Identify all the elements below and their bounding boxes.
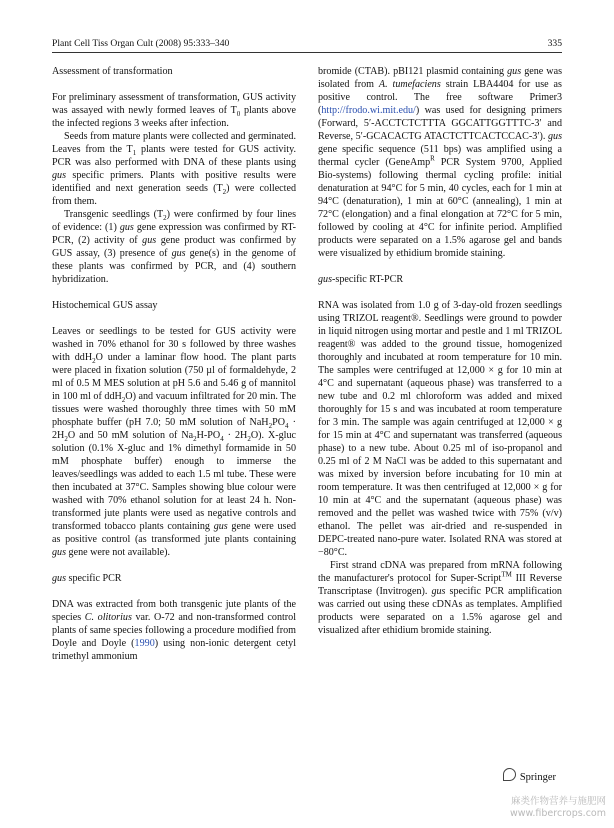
page-number: 335 — [547, 38, 562, 49]
section-heading-rt-pcr: gus-specific RT-PCR — [318, 274, 404, 285]
primer3-link[interactable]: http://frodo.wi.mit.edu/ — [321, 105, 416, 116]
springer-horse-icon — [503, 768, 516, 781]
watermark: 麻类作物营养与施肥网 www.fibercrops.com — [509, 796, 606, 819]
paragraph: First strand cDNA was prepared from mRNA following the manufacturer's protocol for Super-Script™ III Reverse Transcriptase (Invitrogen). gus specific PCR amplification was carried out using these cDNAs as templates. Amplified products were separated on a 1.5% agarose gel and visualized after ethidium bromide staining. — [318, 560, 563, 636]
publisher-logo — [503, 768, 556, 783]
paragraph: Transgenic seedlings $(T_2)$ were confirmed by four lines of evidence: (1) gus gene expression was confirmed by RT-PCR, (2) activity of gus gene product was confirmed by GUS assay, (3) presence of gus gene(s) in the genome of these plants was confirmed by PCR, and (4) southern hybridization. — [52, 209, 297, 285]
section-heading-gus-pcr: gus specific PCR — [52, 573, 122, 584]
right-column — [318, 65, 562, 637]
journal-citation: Plant Cell Tiss Organ Cult (2008) 95:333–340 — [52, 38, 230, 49]
paragraph: Leaves or seedlings to be tested for GUS activity were washed in 70% ethanol for 30 s followed by three washes with ddH$_2$O under a laminar flow hood. The plant parts were placed in fixation solution (750 µl of formaldehyde, 2 ml of 0.5 M MES solution at pH 5.6 and 5.46 g of mannitol in 100 ml of ddH$_2$O) and vacuum infiltrated for 20 min. The tissues were washed thoroughly three times with 50 mM phosphate buffer (pH 7.0; 50 mM solution of $NaH_2PO_4 \cdot 2H_2O$ and 50 mM solution of $Na_2H-PO_4 \cdot 2H_2O$). X-gluc solution (0.1% X-gluc and 1% dimethyl formamide in 50 mM phosphate buffer) enough to immerse the leaves/seedlings was added to each 1.5 ml tube. These were then incubated at 37°C. Samples showing blue colour were washed with 70% ethanol solution for at least 24 h. Non-transformed jute plants were used as negative controls and transformed tobacco plants containing gus gene were used as positive control (as transformed jute plants containing gus gene were not available). — [52, 326, 297, 558]
paragraph: Seeds from mature plants were collected and germinated. Leaves from the $T_1$ plants were tested for GUS activity. PCR was also performed with DNA of these plants using gus specific primers. Plants with positive results were identified and next generation seeds $(T_2)$ were collected from them. — [52, 131, 296, 207]
running-header — [52, 38, 562, 52]
paragraph: bromide (CTAB). pBI121 plasmid containing gus gene was isolated from A. tumefaciens strain LBA4404 for use as positive control. The free software Primer3 (http://frodo.wi.mit.edu/) was used for designing primers (Forward, 5′-ACCTCTCTTTA GGCATTGGTTTC-3′ and Reverse, 5′-GCACACTG ATACTCTTCACTCCAC-3′). gus gene specific sequence (511 bps) was amplified using a thermal cycler (GeneAmp$^R$ PCR System 9700, Applied Bio-systems) following thermal cycling profile: initial denaturation at 94°C for 5 min, 40 cycles, each for 1 min at 94°C (denaturation), 1 min at 60°C (annealing), 1 min at 72°C (elongation) and a final elongation at 72°C for 5 min, followed by cooling at 4°C for infinite period. Amplified products were separated on a 1.5% agarose gel and bands were visualized by ethidium bromide staining. — [318, 66, 562, 259]
citation-link[interactable]: 1990 — [134, 638, 155, 649]
paragraph: For preliminary assessment of transformation, GUS activity was assayed with newly formed leaves of $T_0$ plants above the infected regions 3 weeks after infection. — [52, 92, 296, 129]
left-column — [52, 65, 296, 663]
paragraph: RNA was isolated from 1.0 g of 3-day-old frozen seedlings using TRIZOL reagent®. Seedlings were ground to powder in liquid nitrogen using mortar and pestle and 1 ml TRIZOL reagent® was added to the ground tissue, homogenized thoroughly and incubated at room temperature for 10 min. The samples were centrifuged at 12,000 × g for 10 min at 4°C and supernatant (aqueous phase) was transferred to a new tube and 0.2 ml chloroform was added and mixed thoroughly for 15 s and was incubated at room temperature for 3 min. The sample was again centrifuged at 12,000 × g for 15 min at 4°C and supernatant was transferred (aqueous phase) to a new tube. About 0.25 ml of iso-propanol and 0.25 ml of 2 M NaCl was be added to this supernatant and was mixed by inversion before incubating for 10 min at room temperature. It was then centrifuged at 12,000 × g for 10 min at 4°C and the supernatant (aqueous phase) was removed and the pellet was washed twice with 75% (v/v) ethanol. The pellet was air-dried and re-suspended in DEPC-treated nano-pure water. Isolated RNA was stored at −80°C. — [318, 300, 562, 558]
section-heading-gus-assay: Histochemical GUS assay — [52, 300, 158, 311]
publisher-name: Springer — [519, 772, 556, 783]
section-heading-assessment: Assessment of transformation — [52, 66, 173, 77]
header-rule — [52, 52, 562, 53]
paragraph: DNA was extracted from both transgenic jute plants of the species C. olitorius var. O-72 and non-transformed control plants of same species following a procedure modified from Doyle and Doyle (1990) using non-ionic detergent cetyl trimethyl ammonium — [52, 599, 297, 662]
